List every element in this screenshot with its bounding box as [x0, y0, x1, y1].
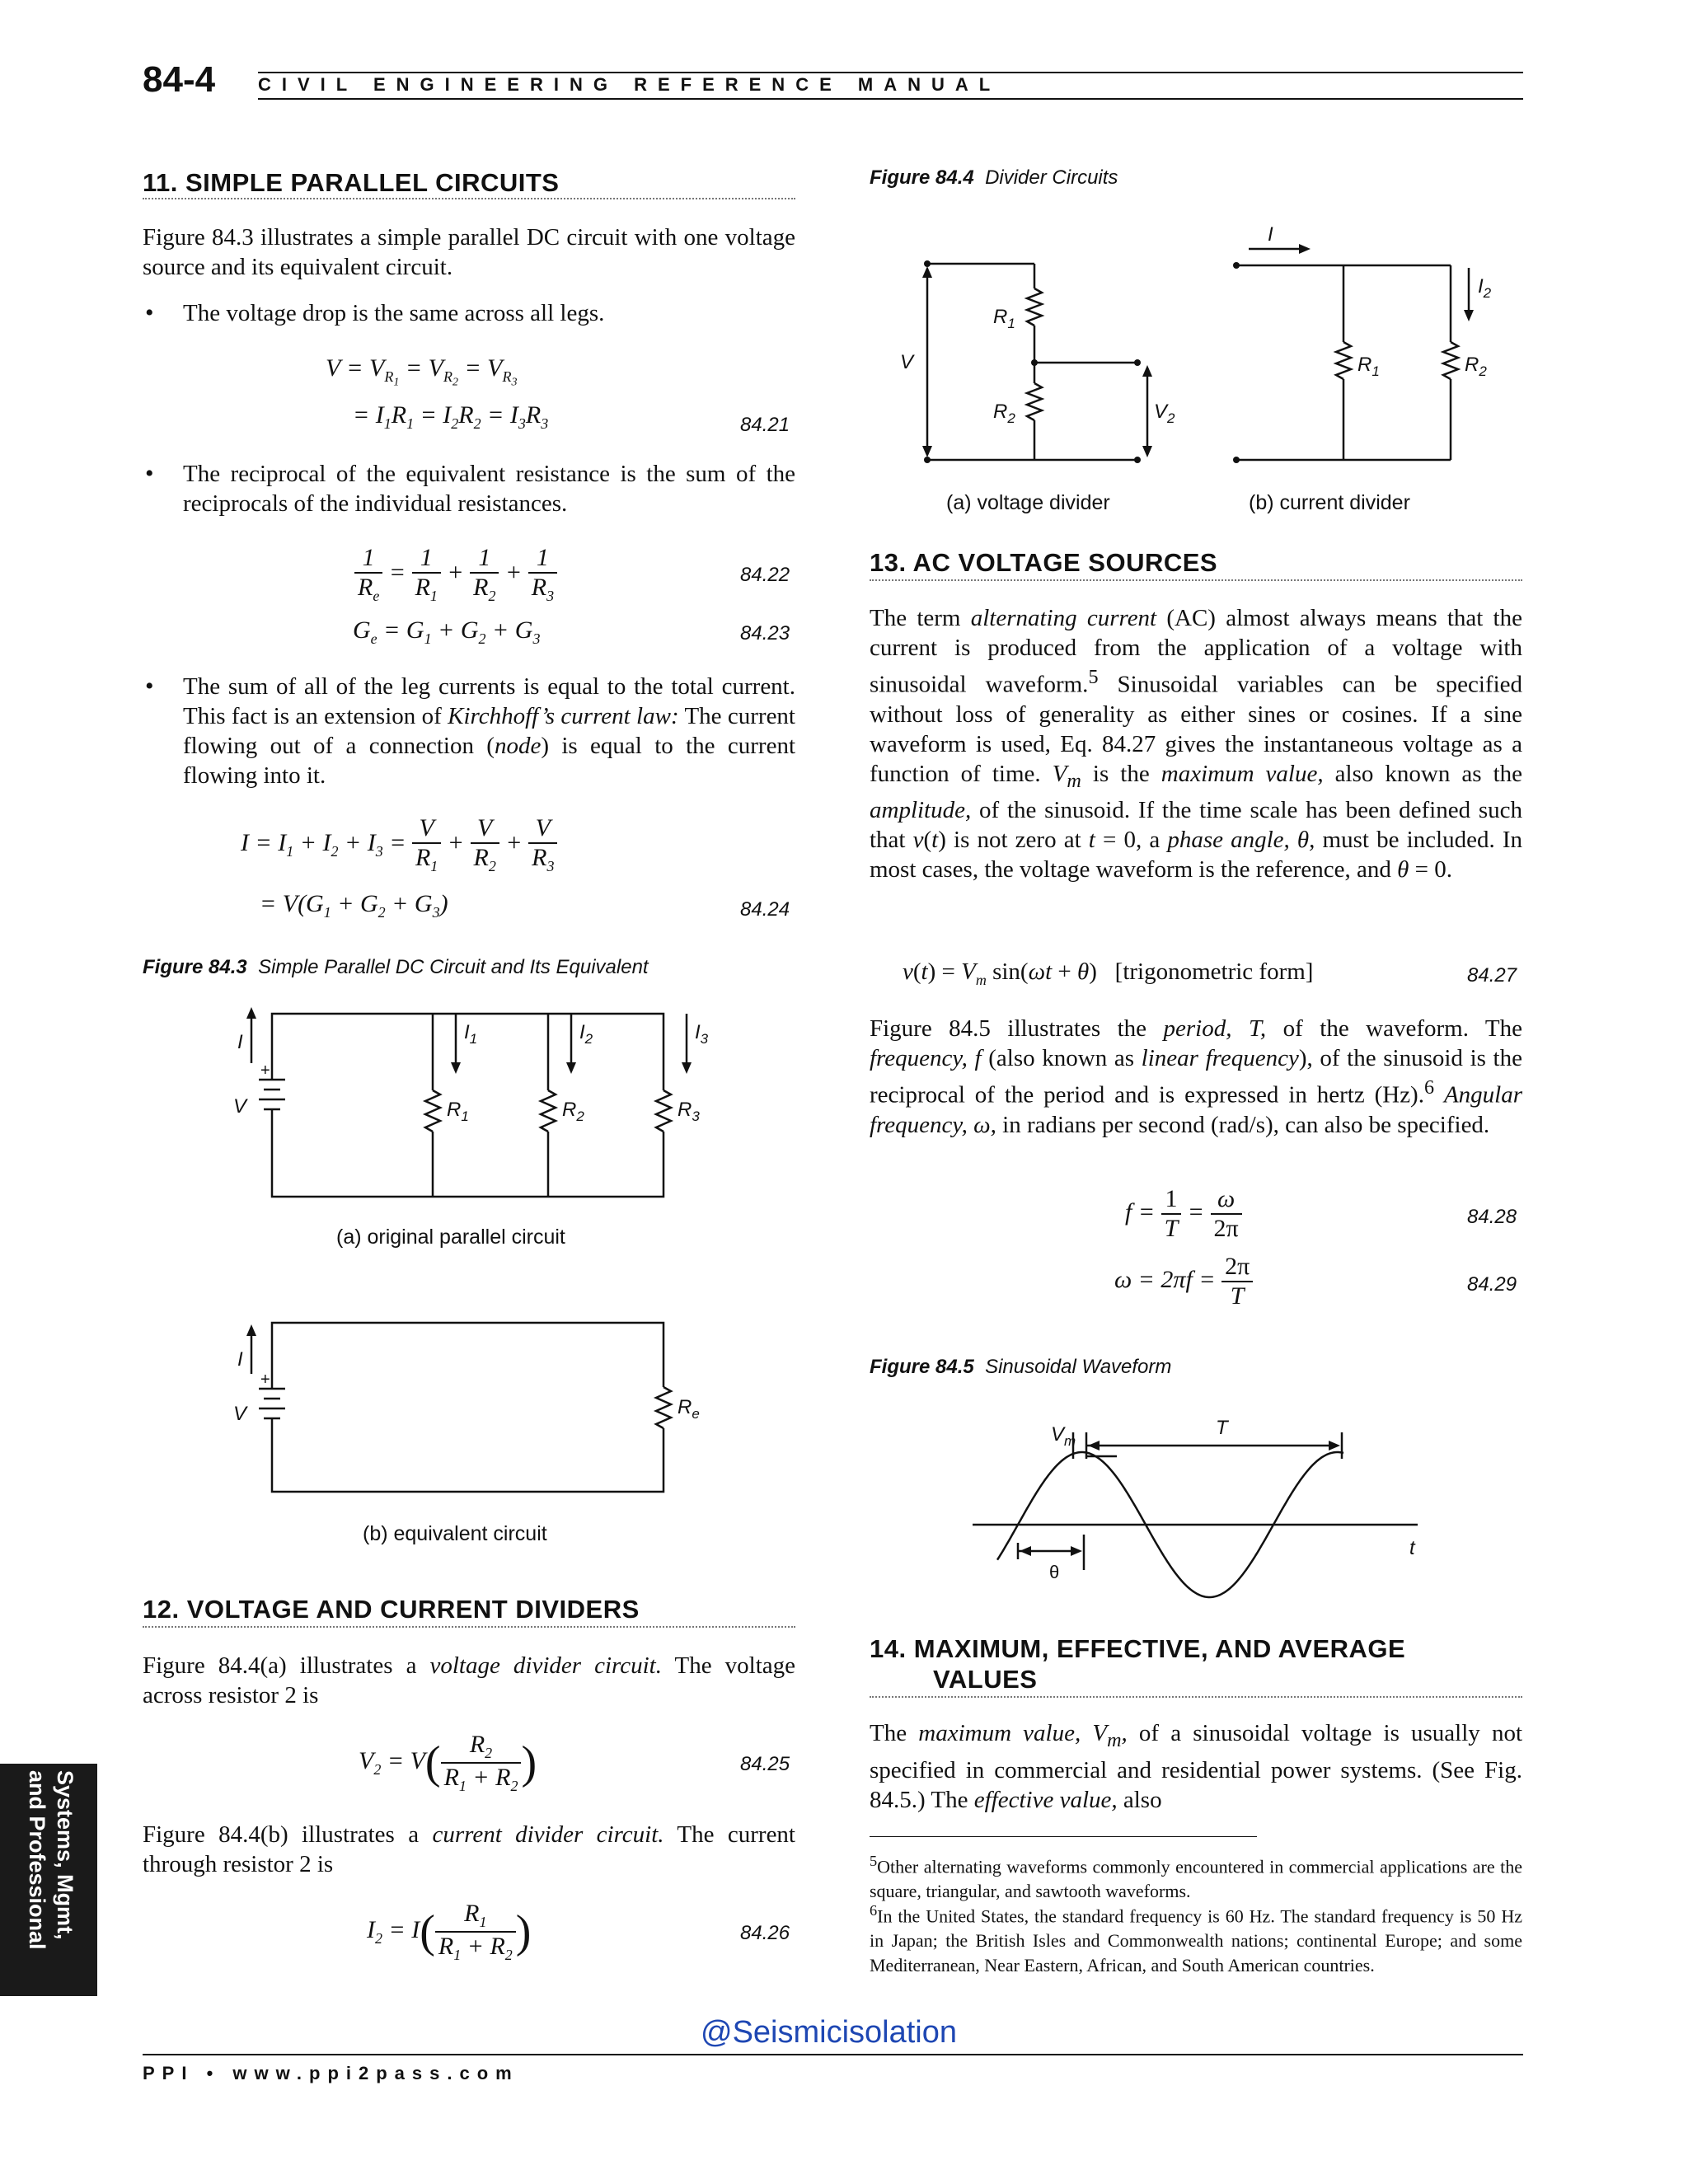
- sec13-paragraph-1: The term alternating current (AC) almost always means that the current is produced from the application of a voltage with sinusoidal waveform.$^5$ Sinusoidal variables can be specified without loss of generality as either sines or cosines. If a sine waveform is used, Eq. 84.27 gives the instantaneous voltage as a function of time. $V_m$ is the maximum value, also known as the amplitude, of the sinusoid. If the time scale has been defined such that v(t) is not zero at t = 0, a phase angle, θ, must be included. In most cases, the voltage waveform is the reference, and θ = 0.: [870, 605, 1522, 883]
- figure-84-5-caption: [870, 1356, 1171, 1379]
- figure-84-4b-label: (b) current divider: [1249, 491, 1410, 514]
- eq-number-84-29: 84.29: [1467, 1273, 1517, 1296]
- figure-84-3-label: Figure 84.3: [143, 956, 247, 978]
- equation-84-24-line2: = $V(G_1 + G_2 + G_3)$: [260, 890, 448, 921]
- heading-rule: [143, 198, 795, 199]
- heading-rule: [870, 1696, 1522, 1698]
- eq-number-84-21: 84.21: [740, 414, 790, 436]
- current-divider-diagram: [1228, 218, 1525, 482]
- section-13-heading: 13. AC VOLTAGE SOURCES: [870, 548, 1218, 577]
- eq-number-84-27: 84.27: [1467, 964, 1517, 987]
- voltage-divider-term: voltage divider circuit.: [429, 1652, 662, 1679]
- parallel-circuit-diagram: [223, 989, 717, 1244]
- header-rule-top: [258, 72, 1523, 73]
- equation-84-24-line1: $I = I_1 + I_2 + I_3$ = $\frac{V}{R_1}$ + $\frac{V}{R_2}$ + $\frac{V}{R_3}$: [241, 814, 557, 875]
- svg-text:I3: $I_3$: [695, 1021, 709, 1047]
- svg-text:V: V: [900, 351, 914, 373]
- bullet3-text-c: ) is equal to the current flowing into it.: [183, 733, 795, 789]
- sec12-p2-text-b: The current through resistor 2 is: [143, 1821, 795, 1877]
- section-14-heading-line2: VALUES: [933, 1665, 1038, 1694]
- svg-text:R1: $R_1$: [1357, 354, 1380, 379]
- eq-number-84-26: 84.26: [740, 1922, 790, 1944]
- header-rule-bottom: [258, 98, 1523, 100]
- footnote-6: $^6$In the United States, the standard frequency is 60 Hz. The standard frequency is 50 Hz in Japan; the British Isles and Commonwealth nations; continental Europe; and some Mediterranean, Near Eastern, African, and South American countries.: [870, 1902, 1522, 1976]
- eq-number-84-23: 84.23: [740, 622, 790, 644]
- figure-84-3-title: Simple Parallel DC Circuit and Its Equivalent: [258, 956, 649, 978]
- svg-text:I: I: [237, 1348, 243, 1371]
- svg-text:I: I: [237, 1031, 243, 1053]
- equation-84-27: $v(t) = V_m$ sin(ωt + θ) [trigonometric form]: [903, 958, 1314, 988]
- figure-84-3a-label: (a) original parallel circuit: [336, 1226, 565, 1249]
- section-side-tab: [0, 1764, 97, 1996]
- svg-text:Re: $R_e$: [678, 1396, 700, 1422]
- bullet-voltage-drop: • The voltage drop is the same across all legs.: [183, 298, 795, 328]
- bullet-reciprocal: • The reciprocal of the equivalent resistance is the sum of the reciprocals of the individual resistances.: [183, 459, 795, 518]
- svg-text:I1: $I_1$: [464, 1021, 478, 1047]
- svg-text:V: V: [233, 1403, 247, 1425]
- sec12-p2-text-a: Figure 84.4(b) illustrates a: [143, 1821, 433, 1848]
- side-tab-line2: and Professional: [25, 1770, 49, 1950]
- figure-84-3b-label: (b) equivalent circuit: [363, 1522, 547, 1545]
- figure-84-4-label: Figure 84.4: [870, 166, 974, 189]
- svg-text:R2: $R_2$: [993, 401, 1015, 426]
- sec12-paragraph-2: [143, 1820, 795, 1879]
- figure-84-5-title: Sinusoidal Waveform: [985, 1356, 1172, 1378]
- sec12-paragraph-1: [143, 1651, 795, 1710]
- footer-publisher: PPI • www.ppi2pass.com: [143, 2063, 519, 2083]
- eq-number-84-24: 84.24: [740, 898, 790, 921]
- sec14-paragraph-1: The maximum value, $V_m$, of a sinusoidal voltage is usually not specified in commercial and residential power systems. (See Fig. 84.5.) The effective value, also: [870, 1720, 1523, 1813]
- current-divider-term: current divider circuit.: [432, 1821, 664, 1848]
- svg-text:θ: θ: [1049, 1562, 1060, 1582]
- figure-84-4a-label: (a) voltage divider: [946, 491, 1110, 514]
- equation-84-23: $G_e = G_1 + G_2 + G_3$: [353, 616, 541, 647]
- node-term: node: [494, 733, 542, 759]
- equation-84-21-line2: = $I_1R_1 = I_2R_2 = I_3R_3$: [353, 401, 549, 432]
- running-title: CIVIL ENGINEERING REFERENCE MANUAL: [258, 74, 1001, 95]
- voltage-divider-diagram: [890, 210, 1175, 482]
- footnote-rule: [870, 1836, 1257, 1837]
- eq-number-84-25: 84.25: [740, 1753, 790, 1775]
- equation-84-26: $I_2 = I$( $\frac{R_1}{R_1 + R_2}$ ): [367, 1900, 532, 1963]
- svg-text:+: +: [260, 1062, 270, 1080]
- svg-text:I2: $I_2$: [1478, 275, 1492, 301]
- sec13-paragraph-2: Figure 84.5 illustrates the period, T, of the waveform. The frequency, f (also known as linear frequency), of the sinusoid is the reciprocal of the period and is expressed in hertz (Hz).$^6$ Angular frequency, ω, in radians per second (rad/s), can also be specified.: [870, 1015, 1523, 1138]
- equation-84-29: ω = 2πf = $\frac{2\pi}{T}$: [1114, 1253, 1253, 1310]
- equation-84-28: f = $\frac{1}{T}$ = $\frac{\omega}{2\pi}$: [1125, 1185, 1242, 1243]
- section-12-heading: 12. VOLTAGE AND CURRENT DIVIDERS: [143, 1595, 640, 1624]
- equation-84-21-line1: $V = V_{R_1} = V_{R_2} = V_{R_3}$: [326, 354, 518, 389]
- heading-rule: [870, 579, 1522, 581]
- figure-84-3-caption: [143, 956, 649, 979]
- svg-text:I: I: [1268, 223, 1273, 246]
- svg-text:V2: $V_2$: [1154, 401, 1175, 426]
- figure-84-4-title: Divider Circuits: [985, 166, 1118, 189]
- page-number: 84-4: [143, 59, 216, 100]
- section-14-heading-line1: 14. MAXIMUM, EFFECTIVE, AND AVERAGE: [870, 1634, 1406, 1663]
- heading-rule: [143, 1626, 795, 1628]
- svg-text:V: V: [233, 1095, 247, 1118]
- figure-84-4-caption: [870, 166, 1118, 190]
- sec12-p1-text-b: The voltage across resistor 2 is: [143, 1652, 796, 1708]
- equation-84-22: $\frac{1}{R_e}$ = $\frac{1}{R_1}$ + $\frac{1}{R_2}$ + $\frac{1}{R_3}$: [354, 544, 557, 605]
- figure-84-5-label: Figure 84.5: [870, 1356, 974, 1378]
- svg-text:R1: $R_1$: [447, 1099, 469, 1124]
- svg-text:Vm: $V_m$: [1051, 1423, 1076, 1449]
- bullet-kirchhoff: [183, 672, 795, 790]
- equation-84-25: $V_2 = V$( $\frac{R_2}{R_1 + R_2}$ ): [359, 1731, 537, 1794]
- svg-text:R2: $R_2$: [1465, 354, 1487, 379]
- svg-text:I2: $I_2$: [579, 1021, 593, 1047]
- sec11-intro: Figure 84.3 illustrates a simple parallel DC circuit with one voltage source and its equivalent circuit.: [143, 224, 795, 280]
- bullet3-text-b: The current flowing out of a connection (: [183, 703, 795, 759]
- svg-text:R3: $R_3$: [678, 1099, 700, 1124]
- eq-number-84-22: 84.22: [740, 564, 790, 586]
- sec12-p1-text-a: Figure 84.4(a) illustrates a: [143, 1652, 430, 1679]
- svg-text:+: +: [260, 1371, 270, 1389]
- svg-text:T: T: [1216, 1417, 1228, 1439]
- eq-number-84-28: 84.28: [1467, 1206, 1517, 1228]
- watermark: @Seismicisolation: [701, 2015, 958, 2050]
- svg-text:R2: $R_2$: [562, 1099, 584, 1124]
- svg-text:R1: $R_1$: [993, 306, 1015, 331]
- kirchhoff-term: Kirchhoff’s current law:: [448, 703, 679, 729]
- side-tab-line1: Systems, Mgmt,: [53, 1770, 77, 1940]
- eq-27-note: [trigonometric form]: [1114, 958, 1314, 985]
- equivalent-circuit-diagram: [223, 1306, 717, 1504]
- footer-rule: [143, 2054, 1523, 2055]
- bullet3-text-a: The sum of all of the leg currents is equal to the total current. This fact is an extension of: [183, 673, 795, 729]
- section-11-heading: 11. SIMPLE PARALLEL CIRCUITS: [143, 168, 560, 197]
- svg-text:t: t: [1409, 1537, 1415, 1559]
- sinusoidal-waveform-diagram: [964, 1409, 1426, 1607]
- footnote-5: $^5$Other alternating waveforms commonly encountered in commercial applications are the square, triangular, and sawtooth waveforms.: [870, 1853, 1522, 1902]
